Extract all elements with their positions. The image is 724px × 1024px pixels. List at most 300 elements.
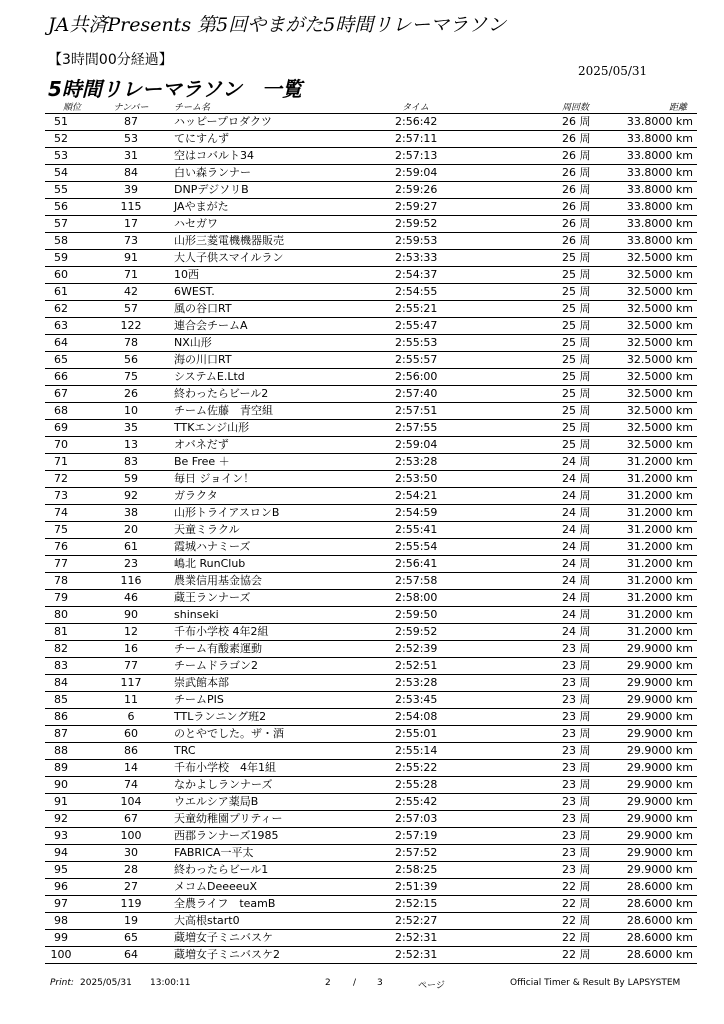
laps-cell: 24 周 — [490, 488, 597, 505]
time-cell: 2:55:01 — [350, 726, 490, 743]
table-row — [45, 318, 697, 335]
laps-cell: 24 周 — [490, 607, 597, 624]
rank-cell: 76 — [45, 539, 97, 556]
team-name-cell: 天童幼稚園プリティー — [165, 811, 350, 828]
distance-cell: 29.9000 km — [597, 658, 697, 675]
rank-cell: 77 — [45, 556, 97, 573]
time-cell: 2:55:53 — [350, 335, 490, 352]
distance-cell: 32.5000 km — [597, 420, 697, 437]
table-row — [45, 539, 697, 556]
team-name-cell: 空はコバルト34 — [165, 148, 350, 165]
time-cell: 2:56:00 — [350, 369, 490, 386]
team-name-cell: なかよしランナーズ — [165, 777, 350, 794]
team-name-cell: DNPデジソリB — [165, 182, 350, 199]
table-row — [45, 709, 697, 726]
team-name-cell: 崇武館本部 — [165, 675, 350, 692]
team-name-cell: チームPIS — [165, 692, 350, 709]
team-name-cell: 千布小学校 4年2組 — [165, 624, 350, 641]
rank-cell: 68 — [45, 403, 97, 420]
rank-cell: 52 — [45, 131, 97, 148]
laps-cell: 26 周 — [490, 233, 597, 250]
rank-cell: 82 — [45, 641, 97, 658]
bib-number-cell: 14 — [97, 760, 165, 777]
laps-cell: 24 周 — [490, 471, 597, 488]
distance-cell: 28.6000 km — [597, 896, 697, 913]
time-cell: 2:53:45 — [350, 692, 490, 709]
report-date: 2025/05/31 — [578, 64, 648, 78]
bib-number-cell: 91 — [97, 250, 165, 267]
laps-cell: 22 周 — [490, 879, 597, 896]
rank-cell: 61 — [45, 284, 97, 301]
rank-cell: 100 — [45, 947, 97, 964]
rank-cell: 93 — [45, 828, 97, 845]
bib-number-cell: 92 — [97, 488, 165, 505]
time-cell: 2:55:47 — [350, 318, 490, 335]
rank-cell: 86 — [45, 709, 97, 726]
rank-cell: 98 — [45, 913, 97, 930]
time-cell: 2:52:31 — [350, 947, 490, 964]
bib-number-cell: 78 — [97, 335, 165, 352]
distance-cell: 31.2000 km — [597, 624, 697, 641]
rank-cell: 88 — [45, 743, 97, 760]
team-name-cell: ハッピープロダクツ — [165, 114, 350, 131]
team-name-cell: NX山形 — [165, 335, 350, 352]
laps-cell: 24 周 — [490, 556, 597, 573]
time-cell: 2:59:04 — [350, 165, 490, 182]
bib-number-cell: 11 — [97, 692, 165, 709]
team-name-cell: 嶋北 RunClub — [165, 556, 350, 573]
list-subtitle: 5時間リレーマラソン 一覧 — [48, 77, 302, 101]
bib-number-cell: 10 — [97, 403, 165, 420]
distance-cell: 31.2000 km — [597, 607, 697, 624]
team-name-cell: 終わったらビール2 — [165, 386, 350, 403]
laps-cell: 26 周 — [490, 165, 597, 182]
time-cell: 2:59:52 — [350, 624, 490, 641]
time-cell: 2:54:21 — [350, 488, 490, 505]
table-row — [45, 352, 697, 369]
team-name-cell: ウエルシア薬局B — [165, 794, 350, 811]
bib-number-cell: 71 — [97, 267, 165, 284]
rank-cell: 99 — [45, 930, 97, 947]
rank-cell: 97 — [45, 896, 97, 913]
distance-cell: 28.6000 km — [597, 930, 697, 947]
team-name-cell: TTLランニング班2 — [165, 709, 350, 726]
bib-number-cell: 19 — [97, 913, 165, 930]
results-table-body — [45, 114, 697, 964]
team-name-cell: 農業信用基金協会 — [165, 573, 350, 590]
time-cell: 2:57:51 — [350, 403, 490, 420]
rank-cell: 54 — [45, 165, 97, 182]
bib-number-cell: 83 — [97, 454, 165, 471]
rank-cell: 87 — [45, 726, 97, 743]
team-name-cell: FABRICA一平太 — [165, 845, 350, 862]
laps-cell: 23 周 — [490, 743, 597, 760]
distance-cell: 31.2000 km — [597, 522, 697, 539]
team-name-cell: 山形トライアスロンB — [165, 505, 350, 522]
time-cell: 2:58:00 — [350, 590, 490, 607]
rank-cell: 71 — [45, 454, 97, 471]
rank-cell: 51 — [45, 114, 97, 131]
laps-cell: 26 周 — [490, 199, 597, 216]
distance-cell: 32.5000 km — [597, 284, 697, 301]
distance-cell: 32.5000 km — [597, 267, 697, 284]
table-row — [45, 607, 697, 624]
laps-cell: 22 周 — [490, 913, 597, 930]
distance-cell: 32.5000 km — [597, 335, 697, 352]
rank-cell: 56 — [45, 199, 97, 216]
laps-cell: 26 周 — [490, 114, 597, 131]
page-separator: / — [353, 978, 357, 988]
team-name-cell: 千布小学校 4年1組 — [165, 760, 350, 777]
rank-cell: 90 — [45, 777, 97, 794]
team-name-cell: 風の谷口RT — [165, 301, 350, 318]
team-name-cell: 全農ライフ teamB — [165, 896, 350, 913]
table-row — [45, 369, 697, 386]
team-name-cell: 連合会チームA — [165, 318, 350, 335]
laps-cell: 24 周 — [490, 624, 597, 641]
table-row — [45, 522, 697, 539]
time-cell: 2:55:28 — [350, 777, 490, 794]
bib-number-cell: 59 — [97, 471, 165, 488]
rank-cell: 63 — [45, 318, 97, 335]
team-name-cell: 大人子供スマイルラン — [165, 250, 350, 267]
time-cell: 2:59:26 — [350, 182, 490, 199]
table-row — [45, 777, 697, 794]
team-name-cell: 毎日 ジョイン！ — [165, 471, 350, 488]
laps-cell: 23 周 — [490, 692, 597, 709]
table-row — [45, 250, 697, 267]
time-cell: 2:52:31 — [350, 930, 490, 947]
table-row — [45, 760, 697, 777]
team-name-cell: 山形三菱電機機器販売 — [165, 233, 350, 250]
laps-cell: 24 周 — [490, 590, 597, 607]
rank-cell: 62 — [45, 301, 97, 318]
time-cell: 2:57:52 — [350, 845, 490, 862]
distance-cell: 28.6000 km — [597, 879, 697, 896]
bib-number-cell: 87 — [97, 114, 165, 131]
time-cell: 2:51:39 — [350, 879, 490, 896]
page-title: JA共済Presents 第5回やまがた5時間リレーマラソン — [48, 14, 507, 36]
time-cell: 2:53:33 — [350, 250, 490, 267]
laps-cell: 26 周 — [490, 131, 597, 148]
time-cell: 2:58:25 — [350, 862, 490, 879]
distance-cell: 32.5000 km — [597, 437, 697, 454]
distance-cell: 29.9000 km — [597, 794, 697, 811]
time-cell: 2:59:52 — [350, 216, 490, 233]
rank-cell: 94 — [45, 845, 97, 862]
team-name-cell: チーム佐藤 青空組 — [165, 403, 350, 420]
table-row — [45, 556, 697, 573]
table-row — [45, 862, 697, 879]
team-name-cell: 西郡ランナーズ1985 — [165, 828, 350, 845]
rank-cell: 92 — [45, 811, 97, 828]
rank-cell: 69 — [45, 420, 97, 437]
bib-number-cell: 77 — [97, 658, 165, 675]
table-row — [45, 420, 697, 437]
table-row — [45, 811, 697, 828]
table-row — [45, 165, 697, 182]
laps-cell: 23 周 — [490, 726, 597, 743]
laps-cell: 26 周 — [490, 216, 597, 233]
team-name-cell: システムE.Ltd — [165, 369, 350, 386]
laps-cell: 23 周 — [490, 828, 597, 845]
team-name-cell: 蔵増女子ミニバスケ — [165, 930, 350, 947]
distance-cell: 29.9000 km — [597, 828, 697, 845]
team-name-cell: 天童ミラクル — [165, 522, 350, 539]
team-name-cell: 霞城ハナミーズ — [165, 539, 350, 556]
bib-number-cell: 117 — [97, 675, 165, 692]
laps-cell: 23 周 — [490, 760, 597, 777]
bib-number-cell: 20 — [97, 522, 165, 539]
bib-number-cell: 64 — [97, 947, 165, 964]
laps-cell: 23 周 — [490, 675, 597, 692]
table-row — [45, 488, 697, 505]
laps-cell: 23 周 — [490, 845, 597, 862]
rank-cell: 59 — [45, 250, 97, 267]
bib-number-cell: 74 — [97, 777, 165, 794]
time-cell: 2:57:03 — [350, 811, 490, 828]
team-name-cell: チームドラゴン2 — [165, 658, 350, 675]
table-row — [45, 216, 697, 233]
column-header-rank: 順位 — [45, 99, 97, 114]
laps-cell: 24 周 — [490, 505, 597, 522]
bib-number-cell: 39 — [97, 182, 165, 199]
laps-cell: 23 周 — [490, 862, 597, 879]
team-name-cell: TRC — [165, 743, 350, 760]
time-cell: 2:52:51 — [350, 658, 490, 675]
bib-number-cell: 35 — [97, 420, 165, 437]
time-cell: 2:53:50 — [350, 471, 490, 488]
time-cell: 2:57:55 — [350, 420, 490, 437]
distance-cell: 29.9000 km — [597, 641, 697, 658]
time-cell: 2:54:08 — [350, 709, 490, 726]
table-row — [45, 284, 697, 301]
table-row — [45, 573, 697, 590]
rank-cell: 85 — [45, 692, 97, 709]
column-header-time: タイム — [350, 99, 490, 114]
table-row — [45, 386, 697, 403]
print-time: 13:00:11 — [150, 978, 191, 988]
rank-cell: 75 — [45, 522, 97, 539]
bib-number-cell: 38 — [97, 505, 165, 522]
distance-cell: 31.2000 km — [597, 556, 697, 573]
table-row — [45, 930, 697, 947]
laps-cell: 25 周 — [490, 301, 597, 318]
bib-number-cell: 119 — [97, 896, 165, 913]
table-row — [45, 692, 697, 709]
distance-cell: 33.8000 km — [597, 182, 697, 199]
laps-cell: 22 周 — [490, 947, 597, 964]
table-row — [45, 590, 697, 607]
table-row — [45, 471, 697, 488]
distance-cell: 28.6000 km — [597, 947, 697, 964]
laps-cell: 25 周 — [490, 352, 597, 369]
bib-number-cell: 6 — [97, 709, 165, 726]
table-row — [45, 794, 697, 811]
time-cell: 2:56:41 — [350, 556, 490, 573]
time-cell: 2:59:04 — [350, 437, 490, 454]
laps-cell: 23 周 — [490, 658, 597, 675]
distance-cell: 33.8000 km — [597, 165, 697, 182]
team-name-cell: shinseki — [165, 607, 350, 624]
team-name-cell: 6WEST. — [165, 284, 350, 301]
time-cell: 2:57:40 — [350, 386, 490, 403]
distance-cell: 31.2000 km — [597, 539, 697, 556]
team-name-cell: てにすんず — [165, 131, 350, 148]
table-row — [45, 675, 697, 692]
bib-number-cell: 65 — [97, 930, 165, 947]
rank-cell: 78 — [45, 573, 97, 590]
distance-cell: 31.2000 km — [597, 573, 697, 590]
team-name-cell: 海の川口RT — [165, 352, 350, 369]
time-cell: 2:57:11 — [350, 131, 490, 148]
distance-cell: 29.9000 km — [597, 692, 697, 709]
rank-cell: 57 — [45, 216, 97, 233]
column-header-distance: 距離 — [597, 99, 697, 114]
table-row — [45, 437, 697, 454]
distance-cell: 31.2000 km — [597, 590, 697, 607]
team-name-cell: 蔵王ランナーズ — [165, 590, 350, 607]
elapsed-time-label: 【3時間00分経過】 — [48, 52, 173, 68]
distance-cell: 29.9000 km — [597, 726, 697, 743]
distance-cell: 32.5000 km — [597, 403, 697, 420]
distance-cell: 29.9000 km — [597, 777, 697, 794]
bib-number-cell: 16 — [97, 641, 165, 658]
rank-cell: 67 — [45, 386, 97, 403]
table-row — [45, 131, 697, 148]
team-name-cell: 白い森ランナー — [165, 165, 350, 182]
time-cell: 2:54:59 — [350, 505, 490, 522]
laps-cell: 25 周 — [490, 267, 597, 284]
time-cell: 2:59:53 — [350, 233, 490, 250]
table-row — [45, 335, 697, 352]
distance-cell: 29.9000 km — [597, 760, 697, 777]
team-name-cell: 終わったらビール1 — [165, 862, 350, 879]
distance-cell: 31.2000 km — [597, 505, 697, 522]
team-name-cell: 大高根start0 — [165, 913, 350, 930]
table-row — [45, 641, 697, 658]
table-row — [45, 913, 697, 930]
time-cell: 2:59:50 — [350, 607, 490, 624]
laps-cell: 25 周 — [490, 420, 597, 437]
print-label: Print: — [50, 978, 74, 988]
table-row — [45, 947, 697, 964]
distance-cell: 32.5000 km — [597, 386, 697, 403]
laps-cell: 23 周 — [490, 641, 597, 658]
distance-cell: 29.9000 km — [597, 675, 697, 692]
table-row — [45, 896, 697, 913]
distance-cell: 31.2000 km — [597, 454, 697, 471]
column-header-number: ナンバー — [97, 99, 165, 114]
rank-cell: 91 — [45, 794, 97, 811]
table-row — [45, 658, 697, 675]
time-cell: 2:55:54 — [350, 539, 490, 556]
time-cell: 2:52:15 — [350, 896, 490, 913]
team-name-cell: 10西 — [165, 267, 350, 284]
team-name-cell: ハセガワ — [165, 216, 350, 233]
distance-cell: 32.5000 km — [597, 369, 697, 386]
time-cell: 2:55:57 — [350, 352, 490, 369]
distance-cell: 32.5000 km — [597, 250, 697, 267]
bib-number-cell: 116 — [97, 573, 165, 590]
column-header-laps: 周回数 — [490, 99, 597, 114]
rank-cell: 95 — [45, 862, 97, 879]
laps-cell: 25 周 — [490, 403, 597, 420]
rank-cell: 74 — [45, 505, 97, 522]
rank-cell: 53 — [45, 148, 97, 165]
distance-cell: 28.6000 km — [597, 913, 697, 930]
table-row — [45, 114, 697, 131]
time-cell: 2:55:41 — [350, 522, 490, 539]
team-name-cell: TTKエンジ山形 — [165, 420, 350, 437]
rank-cell: 81 — [45, 624, 97, 641]
distance-cell: 29.9000 km — [597, 709, 697, 726]
team-name-cell: ガラクタ — [165, 488, 350, 505]
table-row — [45, 505, 697, 522]
distance-cell: 33.8000 km — [597, 114, 697, 131]
bib-number-cell: 90 — [97, 607, 165, 624]
bib-number-cell: 61 — [97, 539, 165, 556]
team-name-cell: オバネだず — [165, 437, 350, 454]
time-cell: 2:52:39 — [350, 641, 490, 658]
distance-cell: 32.5000 km — [597, 318, 697, 335]
table-row — [45, 182, 697, 199]
rank-cell: 55 — [45, 182, 97, 199]
distance-cell: 33.8000 km — [597, 233, 697, 250]
laps-cell: 24 周 — [490, 454, 597, 471]
bib-number-cell: 27 — [97, 879, 165, 896]
distance-cell: 29.9000 km — [597, 845, 697, 862]
rank-cell: 72 — [45, 471, 97, 488]
rank-cell: 79 — [45, 590, 97, 607]
bib-number-cell: 67 — [97, 811, 165, 828]
rank-cell: 83 — [45, 658, 97, 675]
bib-number-cell: 115 — [97, 199, 165, 216]
table-row — [45, 148, 697, 165]
table-row — [45, 743, 697, 760]
table-row — [45, 879, 697, 896]
rank-cell: 89 — [45, 760, 97, 777]
distance-cell: 31.2000 km — [597, 488, 697, 505]
page-label: ページ — [418, 981, 445, 991]
table-row — [45, 403, 697, 420]
time-cell: 2:55:42 — [350, 794, 490, 811]
bib-number-cell: 53 — [97, 131, 165, 148]
rank-cell: 84 — [45, 675, 97, 692]
bib-number-cell: 42 — [97, 284, 165, 301]
time-cell: 2:57:19 — [350, 828, 490, 845]
laps-cell: 22 周 — [490, 896, 597, 913]
team-name-cell: チーム有酸素運動 — [165, 641, 350, 658]
laps-cell: 22 周 — [490, 930, 597, 947]
time-cell: 2:54:37 — [350, 267, 490, 284]
laps-cell: 25 周 — [490, 284, 597, 301]
distance-cell: 33.8000 km — [597, 148, 697, 165]
laps-cell: 25 周 — [490, 318, 597, 335]
time-cell: 2:53:28 — [350, 675, 490, 692]
team-name-cell: のとやでした。ザ・酒 — [165, 726, 350, 743]
table-row — [45, 199, 697, 216]
page-current: 2 — [325, 978, 331, 988]
laps-cell: 25 周 — [490, 386, 597, 403]
bib-number-cell: 122 — [97, 318, 165, 335]
rank-cell: 96 — [45, 879, 97, 896]
bib-number-cell: 17 — [97, 216, 165, 233]
bib-number-cell: 75 — [97, 369, 165, 386]
time-cell: 2:52:27 — [350, 913, 490, 930]
laps-cell: 26 周 — [490, 182, 597, 199]
table-header-row — [45, 99, 697, 114]
